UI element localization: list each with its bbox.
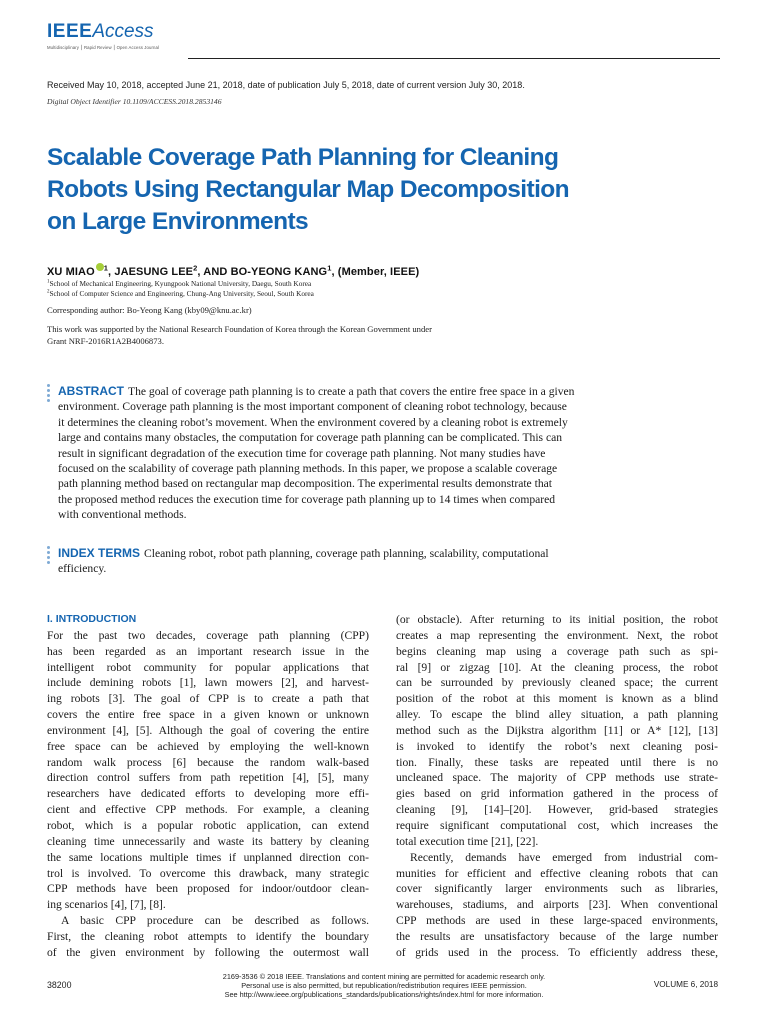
license-notice	[184, 972, 584, 1000]
logo-tagline: Multidisciplinary ⎮ Rapid Review ⎮ Open Access Journal	[47, 45, 160, 50]
index-terms-line: Cleaning robot, robot path planning, coverage path planning, scalability, computational	[144, 547, 549, 560]
author-affil-num: 2	[193, 263, 198, 273]
license-line: Personal use is also permitted, but republication/redistribution requires IEEE permission.	[241, 981, 527, 991]
author-role: , (Member, IEEE)	[331, 266, 420, 278]
body-line: direction control suffers from path repetition [4], [5], many	[47, 771, 369, 785]
body-line: Recently, demands have emerged from industrial com-	[410, 850, 718, 864]
abstract-line: with conventional methods.	[58, 508, 187, 522]
body-line: tion. Finally, these tasks are repeated until there is no	[396, 755, 718, 769]
paper-title	[47, 142, 667, 238]
abstract-line: The goal of coverage path planning is to create a path that covers the entire free space in a given	[128, 385, 575, 398]
body-line: trol is involved. To overcome this drawback, many strategic	[47, 866, 369, 880]
index-terms-marker-icon	[47, 546, 50, 566]
abstract-line: it determines the cleaning robot’s movement. When the environment covered by a cleaning robot is extremely	[58, 415, 568, 429]
corresponding-author: Corresponding author: Bo-Yeong Kang (kby09@knu.ac.kr)	[47, 305, 252, 315]
body-line: creates a map representing the environment. Next, the robot	[396, 628, 718, 642]
author-name: XU MIAO	[47, 266, 95, 278]
body-line: gies based on grid information gathered in the process of	[396, 787, 718, 801]
body-line: method such as the Dijkstra algorithm [11] or A* [12], [13]	[396, 723, 718, 737]
volume-label: VOLUME 6, 2018	[653, 980, 718, 989]
title-line: Scalable Coverage Path Planning for Cleaning	[47, 144, 559, 171]
body-line: covers the entire free space in a given known or unknown	[47, 708, 369, 722]
author-name: , AND BO-YEONG KANG	[197, 266, 328, 278]
body-line: (or obstacle). After returning to its initial position, the robot	[396, 613, 718, 626]
index-terms-line: efficiency.	[58, 562, 107, 576]
affiliation-num: 1	[47, 279, 50, 285]
body-line: require significant computational cost, which increases the	[396, 818, 718, 832]
abstract	[58, 384, 726, 523]
page-number: 38200	[47, 980, 72, 990]
body-line: ing robots [3]. The goal of CPP is to create a path that	[47, 692, 369, 706]
affiliation-num: 2	[47, 289, 50, 295]
index-terms	[58, 546, 726, 577]
body-line: can be surrounded by previously cleaned space; the current	[396, 676, 718, 690]
affiliation	[47, 279, 311, 288]
body-line: warehouses, stadiums, and airports [23]. When conventional	[396, 898, 718, 912]
body-line: CPP methods are used in these large-spaced environments,	[396, 914, 718, 928]
body-line: the same locations multiple times if unplanned direction con-	[47, 850, 369, 864]
funding-line: Grant NRF-2016R1A2B4006873.	[47, 336, 164, 346]
logo-access: Access	[92, 21, 154, 42]
body-line: has been regarded as an important research issue in the	[47, 644, 369, 658]
body-line: alley. To escape the blind alley situation, a path planning	[396, 708, 718, 722]
body-line: A basic CPP procedure can be described as follows.	[61, 914, 369, 928]
publication-dates: Received May 10, 2018, accepted June 21, 2018, date of publication July 5, 2018, date of current version July 30, 2018.	[47, 80, 525, 90]
orcid-icon[interactable]	[96, 263, 104, 271]
funding-line: This work was supported by the National Research Foundation of Korea through the Korean Government under	[47, 324, 432, 334]
body-column-right	[396, 612, 718, 961]
author-affil-num: 1	[103, 263, 109, 273]
index-terms-label: INDEX TERMS	[58, 546, 141, 560]
body-line: cient and effective CPP methods. For example, a cleaning	[47, 803, 369, 817]
section-heading: I. INTRODUCTION	[47, 613, 137, 625]
body-line: munities for efficient and effective cleaning robots that can	[396, 866, 718, 880]
body-line: position of the robot at this moment is known as a blind	[396, 692, 718, 706]
body-line: First, the cleaning robot attempts to identify the boundary	[47, 929, 369, 943]
abstract-label: ABSTRACT	[58, 384, 124, 398]
body-line: total execution time [21], [22].	[396, 834, 539, 848]
body-line: cleaning time unnecessarily and waste its battery by cleaning	[47, 834, 369, 848]
body-line: cover significantly larger environments such as libraries,	[396, 882, 718, 896]
abstract-line: result in significant degradation of the execution time for coverage path planning. Not many studies have	[58, 446, 546, 460]
body-line: is invoked to identify the robot’s next cleaning posi-	[396, 739, 718, 753]
abstract-line: environment. Coverage path planning is the most important component of cleaning robot technology, because	[58, 400, 567, 414]
body-column-left	[47, 612, 369, 961]
body-line: of the given environment by following the outermost wall	[47, 945, 369, 959]
abstract-line: large and contains many obstacles, the computation for coverage path planning can be complicated. This can	[58, 431, 563, 445]
license-line: 2169-3536 © 2018 IEEE. Translations and content mining are permitted for academic research only.	[222, 972, 546, 981]
body-line: include demining robots [1], lawn mowers [2], and harvest-	[47, 676, 369, 690]
body-line: ral [9] or zigzag [10]. At the cleaning process, the robot	[396, 660, 718, 674]
journal-logo	[47, 22, 154, 42]
author-affil-num: 1	[327, 263, 332, 273]
title-line: on Large Environments	[47, 208, 309, 235]
logo-ieee: IEEE	[47, 21, 93, 42]
body-line: cleaning [9], [14]–[20]. However, grid-based strategies	[396, 803, 718, 817]
abstract-line: path planning method based on rectangular map decomposition. The experimental results demonstrate that	[58, 477, 552, 491]
affiliation-text: School of Computer Science and Engineering, Chung-Ang University, Seoul, South Korea	[49, 289, 314, 298]
body-line: robot, which is a popular robotic application, can extend	[47, 818, 369, 832]
body-line: For the past two decades, coverage path planning (CPP)	[47, 628, 369, 642]
body-line: CPP methods have been proposed for indoor/outdoor clean-	[47, 882, 369, 896]
title-line: Robots Using Rectangular Map Decomposition	[47, 176, 570, 203]
header-rule	[188, 58, 720, 59]
affiliation	[47, 289, 314, 298]
abstract-line: the proposed method reduces the execution time for coverage path planning up to 14 times when compared	[58, 492, 556, 506]
abstract-line: focused on the scalability of coverage path planning methods. In this paper, we propose a scalable coverage	[58, 462, 558, 476]
affiliation-text: School of Mechanical Engineering, Kyungpook National University, Daegu, South Korea	[49, 279, 312, 288]
body-line: researchers have dedicated efforts to developing more effi-	[47, 787, 369, 801]
body-line: begins cleaning map using a coverage path such as spi-	[396, 644, 718, 658]
doi: Digital Object Identifier 10.1109/ACCESS.2018.2853146	[47, 97, 222, 106]
body-line: free space can be achieved by employing the well-known	[47, 739, 369, 753]
author-name: , JAESUNG LEE	[108, 266, 194, 278]
body-line: random walk process [6] because the random walk-based	[47, 755, 369, 769]
body-line: intelligent robot community for popular applications that	[47, 660, 369, 674]
funding-note	[47, 323, 687, 347]
author-list	[47, 263, 419, 278]
body-line: uncleaned space. The majority of CPP methods use strate-	[396, 771, 718, 785]
body-line: environment [4], [5]. Although the goal of covering the entire	[47, 723, 369, 737]
body-line: of grids used in the process. To efficiently address these,	[396, 945, 718, 959]
abstract-marker-icon	[47, 384, 50, 404]
body-line: the results are unsatisfactory because of the large number	[396, 929, 718, 943]
body-line: ing scenarios [4], [7], [8].	[47, 898, 166, 912]
license-line: See http://www.ieee.org/publications_standards/publications/rights/index.html for more information.	[224, 990, 544, 1000]
